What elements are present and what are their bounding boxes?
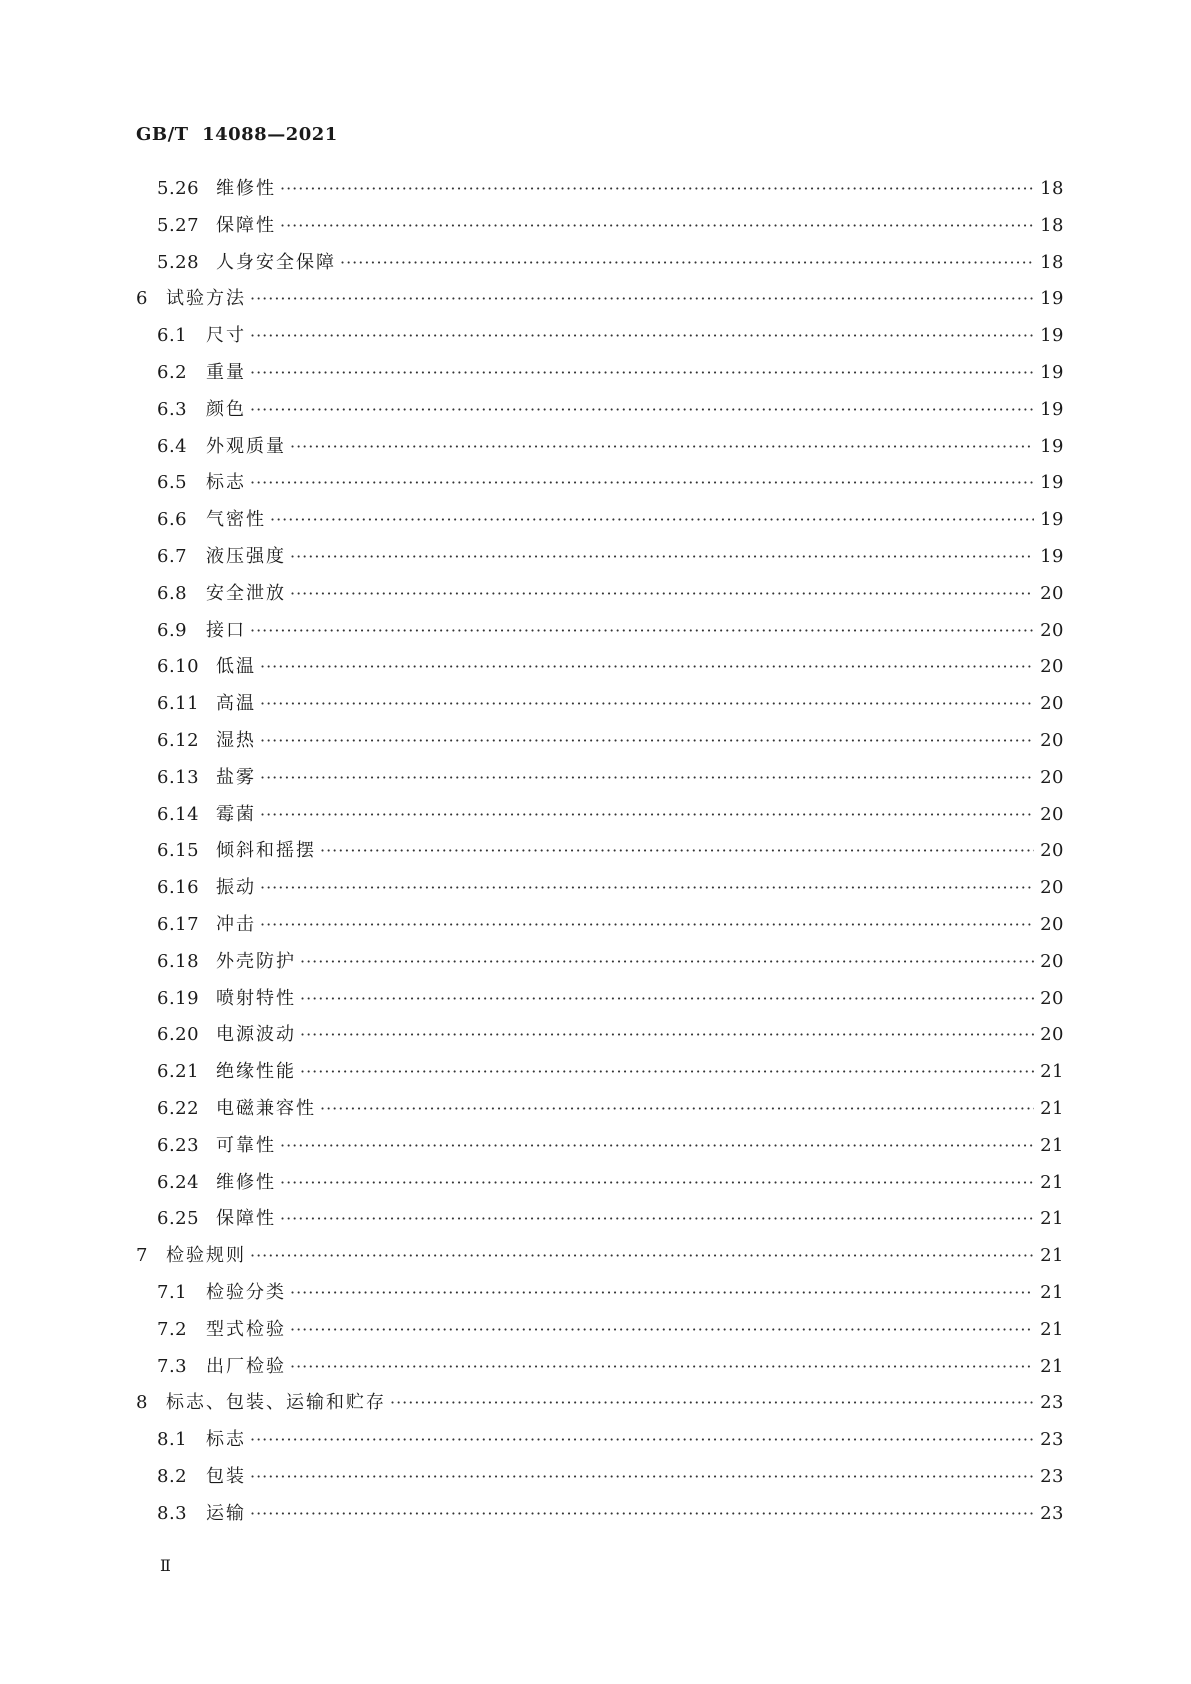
toc-entry-number: 5.27 xyxy=(157,214,200,236)
toc-entry-title: 安全泄放 xyxy=(206,582,286,604)
toc-dot-leader xyxy=(260,731,1034,750)
toc-entry[interactable] xyxy=(136,1425,1064,1462)
toc-entry-number: 8.3 xyxy=(157,1502,188,1524)
toc-entry-title: 型式检验 xyxy=(206,1318,286,1340)
toc-dot-leader xyxy=(320,1099,1034,1118)
toc-entry-page: 21 xyxy=(1040,1245,1064,1267)
toc-entry-number: 6.4 xyxy=(157,435,188,457)
toc-entry-title: 湿热 xyxy=(216,729,256,751)
toc-dot-leader xyxy=(290,1283,1034,1302)
toc-entry-title: 冲击 xyxy=(216,913,256,935)
toc-entry[interactable] xyxy=(136,652,1064,689)
toc-entry-number: 6.15 xyxy=(157,840,200,862)
toc-dot-leader xyxy=(250,289,1034,308)
toc-entry-title: 维修性 xyxy=(216,1171,276,1193)
toc-entry-page: 20 xyxy=(1040,656,1064,678)
standard-code-header: GB/T 14088—2021 xyxy=(136,124,338,145)
toc-entry[interactable] xyxy=(136,1352,1064,1389)
toc-dot-leader xyxy=(260,768,1034,787)
toc-entry-page: 21 xyxy=(1040,1318,1064,1340)
toc-dot-leader xyxy=(250,1504,1034,1523)
toc-entry-number: 5.28 xyxy=(157,251,200,273)
page-number: Ⅱ xyxy=(160,1556,171,1575)
toc-dot-leader xyxy=(250,621,1034,640)
toc-entry[interactable] xyxy=(136,616,1064,653)
toc-entry-number: 6.14 xyxy=(157,803,200,825)
toc-entry-title: 绝缘性能 xyxy=(216,1061,296,1083)
toc-entry[interactable] xyxy=(136,505,1064,542)
toc-entry-page: 21 xyxy=(1040,1208,1064,1230)
toc-entry-number: 6.7 xyxy=(157,545,188,567)
toc-entry-title: 可靠性 xyxy=(216,1134,276,1156)
toc-entry-number: 6.6 xyxy=(157,509,188,531)
toc-entry-page: 21 xyxy=(1040,1097,1064,1119)
toc-entry-title: 液压强度 xyxy=(206,545,286,567)
toc-entry-number: 6.19 xyxy=(157,987,200,1009)
toc-entry-page: 21 xyxy=(1040,1355,1064,1377)
toc-entry-number: 5.26 xyxy=(157,178,200,199)
toc-entry[interactable] xyxy=(136,1057,1064,1094)
toc-entry-page: 19 xyxy=(1040,472,1064,494)
toc-entry[interactable] xyxy=(136,1499,1064,1536)
toc-entry-page: 21 xyxy=(1040,1061,1064,1083)
toc-dot-leader xyxy=(280,179,1034,198)
toc-entry[interactable] xyxy=(136,395,1064,432)
toc-entry-title: 倾斜和摇摆 xyxy=(216,840,316,862)
toc-entry-page: 20 xyxy=(1040,766,1064,788)
toc-entry[interactable] xyxy=(136,1094,1064,1131)
toc-entry-title: 标志、包装、运输和贮存 xyxy=(166,1392,386,1414)
toc-entry[interactable] xyxy=(136,542,1064,579)
toc-entry-number: 6.22 xyxy=(157,1097,200,1119)
toc-entry[interactable] xyxy=(136,984,1064,1021)
toc-entry[interactable] xyxy=(136,1388,1064,1425)
toc-entry-number: 8.2 xyxy=(157,1465,188,1487)
toc-entry-number: 6.2 xyxy=(157,361,188,383)
toc-entry-number: 6.24 xyxy=(157,1171,200,1193)
toc-dot-leader xyxy=(280,1136,1034,1155)
toc-entry-page: 23 xyxy=(1040,1502,1064,1524)
toc-entry-title: 外观质量 xyxy=(206,435,286,457)
toc-dot-leader xyxy=(250,1430,1034,1449)
toc-entry-title: 保障性 xyxy=(216,214,276,236)
toc-entry-number: 7 xyxy=(136,1245,148,1267)
toc-entry-number: 6.9 xyxy=(157,619,188,641)
toc-entry-page: 18 xyxy=(1040,251,1064,273)
toc-entry[interactable] xyxy=(136,1241,1064,1278)
toc-entry[interactable] xyxy=(136,1204,1064,1241)
toc-dot-leader xyxy=(280,216,1034,235)
toc-dot-leader xyxy=(290,1320,1034,1339)
toc-entry-title: 喷射特性 xyxy=(216,987,296,1009)
toc-dot-leader xyxy=(250,1246,1034,1265)
toc-entry-page: 20 xyxy=(1040,582,1064,604)
toc-entry-page: 23 xyxy=(1040,1429,1064,1451)
toc-entry-title: 保障性 xyxy=(216,1208,276,1230)
toc-entry-title: 霉菌 xyxy=(216,803,256,825)
toc-dot-leader xyxy=(340,253,1034,272)
toc-entry-page: 18 xyxy=(1040,214,1064,236)
toc-entry-number: 7.2 xyxy=(157,1318,188,1340)
toc-entry-number: 8.1 xyxy=(157,1429,188,1451)
toc-dot-leader xyxy=(260,805,1034,824)
toc-dot-leader xyxy=(390,1393,1034,1412)
toc-entry-page: 20 xyxy=(1040,1024,1064,1046)
toc-entry-title: 运输 xyxy=(206,1502,246,1524)
toc-entry[interactable] xyxy=(136,248,1064,285)
toc-dot-leader xyxy=(300,1062,1034,1081)
toc-entry-title: 包装 xyxy=(206,1465,246,1487)
toc-entry-page: 20 xyxy=(1040,913,1064,935)
toc-dot-leader xyxy=(250,363,1034,382)
toc-entry-title: 试验方法 xyxy=(166,288,246,310)
toc-entry-number: 8 xyxy=(136,1392,148,1414)
toc-entry[interactable] xyxy=(136,1020,1064,1057)
toc-entry-page: 19 xyxy=(1040,545,1064,567)
toc-dot-leader xyxy=(260,657,1034,676)
toc-entry[interactable] xyxy=(136,1131,1064,1168)
toc-entry-title: 低温 xyxy=(216,656,256,678)
toc-entry-title: 高温 xyxy=(216,693,256,715)
toc-entry[interactable] xyxy=(136,1168,1064,1205)
toc-entry-page: 23 xyxy=(1040,1465,1064,1487)
toc-entry[interactable] xyxy=(136,579,1064,616)
toc-dot-leader xyxy=(260,878,1034,897)
toc-entry-page: 19 xyxy=(1040,509,1064,531)
toc-entry-title: 维修性 xyxy=(216,178,276,199)
toc-entry-title: 颜色 xyxy=(206,398,246,420)
toc-entry[interactable] xyxy=(136,174,1064,211)
toc-entry-page: 19 xyxy=(1040,398,1064,420)
toc-entry-page: 20 xyxy=(1040,950,1064,972)
toc-entry-title: 标志 xyxy=(206,472,246,494)
toc-entry[interactable] xyxy=(136,910,1064,947)
toc-entry-title: 人身安全保障 xyxy=(216,251,336,273)
toc-entry[interactable] xyxy=(136,1462,1064,1499)
toc-entry-page: 18 xyxy=(1040,178,1064,199)
toc-entry-number: 6.3 xyxy=(157,398,188,420)
toc-entry[interactable] xyxy=(136,689,1064,726)
toc-entry-title: 接口 xyxy=(206,619,246,641)
toc-dot-leader xyxy=(280,1209,1034,1228)
toc-entry-title: 检验规则 xyxy=(166,1245,246,1267)
toc-entry-page: 20 xyxy=(1040,877,1064,899)
toc-entry[interactable] xyxy=(136,1315,1064,1352)
toc-entry[interactable] xyxy=(136,358,1064,395)
toc-dot-leader xyxy=(300,989,1034,1008)
toc-entry-page: 20 xyxy=(1040,729,1064,751)
toc-entry-number: 6.16 xyxy=(157,877,200,899)
toc-entry-number: 6.12 xyxy=(157,729,200,751)
toc-entry-page: 20 xyxy=(1040,987,1064,1009)
toc-entry-number: 6.1 xyxy=(157,325,188,347)
toc-entry[interactable] xyxy=(136,211,1064,248)
toc-entry-page: 20 xyxy=(1040,840,1064,862)
toc-entry-title: 出厂检验 xyxy=(206,1355,286,1377)
toc-entry[interactable] xyxy=(136,432,1064,469)
toc-dot-leader xyxy=(250,326,1034,345)
toc-entry-number: 6.23 xyxy=(157,1134,200,1156)
toc-entry-number: 6.20 xyxy=(157,1024,200,1046)
toc-entry[interactable] xyxy=(136,321,1064,358)
toc-entry-number: 6.11 xyxy=(157,693,200,715)
toc-entry-title: 尺寸 xyxy=(206,325,246,347)
toc-dot-leader xyxy=(250,400,1034,419)
toc-entry-number: 7.1 xyxy=(157,1281,188,1303)
toc-dot-leader xyxy=(270,510,1034,529)
toc-dot-leader xyxy=(260,694,1034,713)
toc-dot-leader xyxy=(300,1025,1034,1044)
toc-entry-title: 电磁兼容性 xyxy=(216,1097,316,1119)
toc-entry[interactable] xyxy=(136,468,1064,505)
toc-dot-leader xyxy=(250,1467,1034,1486)
toc-dot-leader xyxy=(290,1357,1034,1376)
toc-entry-title: 检验分类 xyxy=(206,1281,286,1303)
toc-entry-number: 6.5 xyxy=(157,472,188,494)
toc-entry[interactable] xyxy=(136,284,1064,321)
toc-entry-number: 6.10 xyxy=(157,656,200,678)
toc-entry-number: 6.25 xyxy=(157,1208,200,1230)
toc-entry-page: 19 xyxy=(1040,288,1064,310)
toc-entry-page: 19 xyxy=(1040,325,1064,347)
toc-entry-page: 19 xyxy=(1040,361,1064,383)
toc-entry-number: 6.8 xyxy=(157,582,188,604)
toc-entry-title: 气密性 xyxy=(206,509,266,531)
toc-entry[interactable] xyxy=(136,873,1064,910)
toc-dot-leader xyxy=(300,952,1034,971)
toc-dot-leader xyxy=(320,841,1034,860)
toc-entry-page: 19 xyxy=(1040,435,1064,457)
toc-dot-leader xyxy=(280,1173,1034,1192)
table-of-contents xyxy=(136,174,1064,1535)
toc-entry-page: 20 xyxy=(1040,693,1064,715)
toc-entry-number: 6 xyxy=(136,288,148,310)
toc-entry-page: 20 xyxy=(1040,803,1064,825)
toc-entry-number: 7.3 xyxy=(157,1355,188,1377)
toc-entry-title: 盐雾 xyxy=(216,766,256,788)
toc-entry-title: 标志 xyxy=(206,1429,246,1451)
toc-dot-leader xyxy=(290,584,1034,603)
toc-entry-number: 6.18 xyxy=(157,950,200,972)
toc-entry-page: 21 xyxy=(1040,1134,1064,1156)
toc-entry-title: 振动 xyxy=(216,877,256,899)
toc-entry-title: 外壳防护 xyxy=(216,950,296,972)
toc-dot-leader xyxy=(290,437,1034,456)
toc-entry[interactable] xyxy=(136,1278,1064,1315)
toc-entry[interactable] xyxy=(136,947,1064,984)
toc-entry-number: 6.13 xyxy=(157,766,200,788)
toc-entry-page: 21 xyxy=(1040,1171,1064,1193)
toc-entry-title: 重量 xyxy=(206,361,246,383)
toc-entry-title: 电源波动 xyxy=(216,1024,296,1046)
toc-entry[interactable] xyxy=(136,763,1064,800)
toc-entry[interactable] xyxy=(136,800,1064,837)
toc-dot-leader xyxy=(260,915,1034,934)
toc-entry-page: 21 xyxy=(1040,1281,1064,1303)
toc-entry-page: 20 xyxy=(1040,619,1064,641)
toc-entry[interactable] xyxy=(136,726,1064,763)
toc-entry[interactable] xyxy=(136,836,1064,873)
toc-entry-page: 23 xyxy=(1040,1392,1064,1414)
toc-dot-leader xyxy=(250,473,1034,492)
toc-entry-number: 6.17 xyxy=(157,913,200,935)
toc-dot-leader xyxy=(290,547,1034,566)
toc-entry-number: 6.21 xyxy=(157,1061,200,1083)
